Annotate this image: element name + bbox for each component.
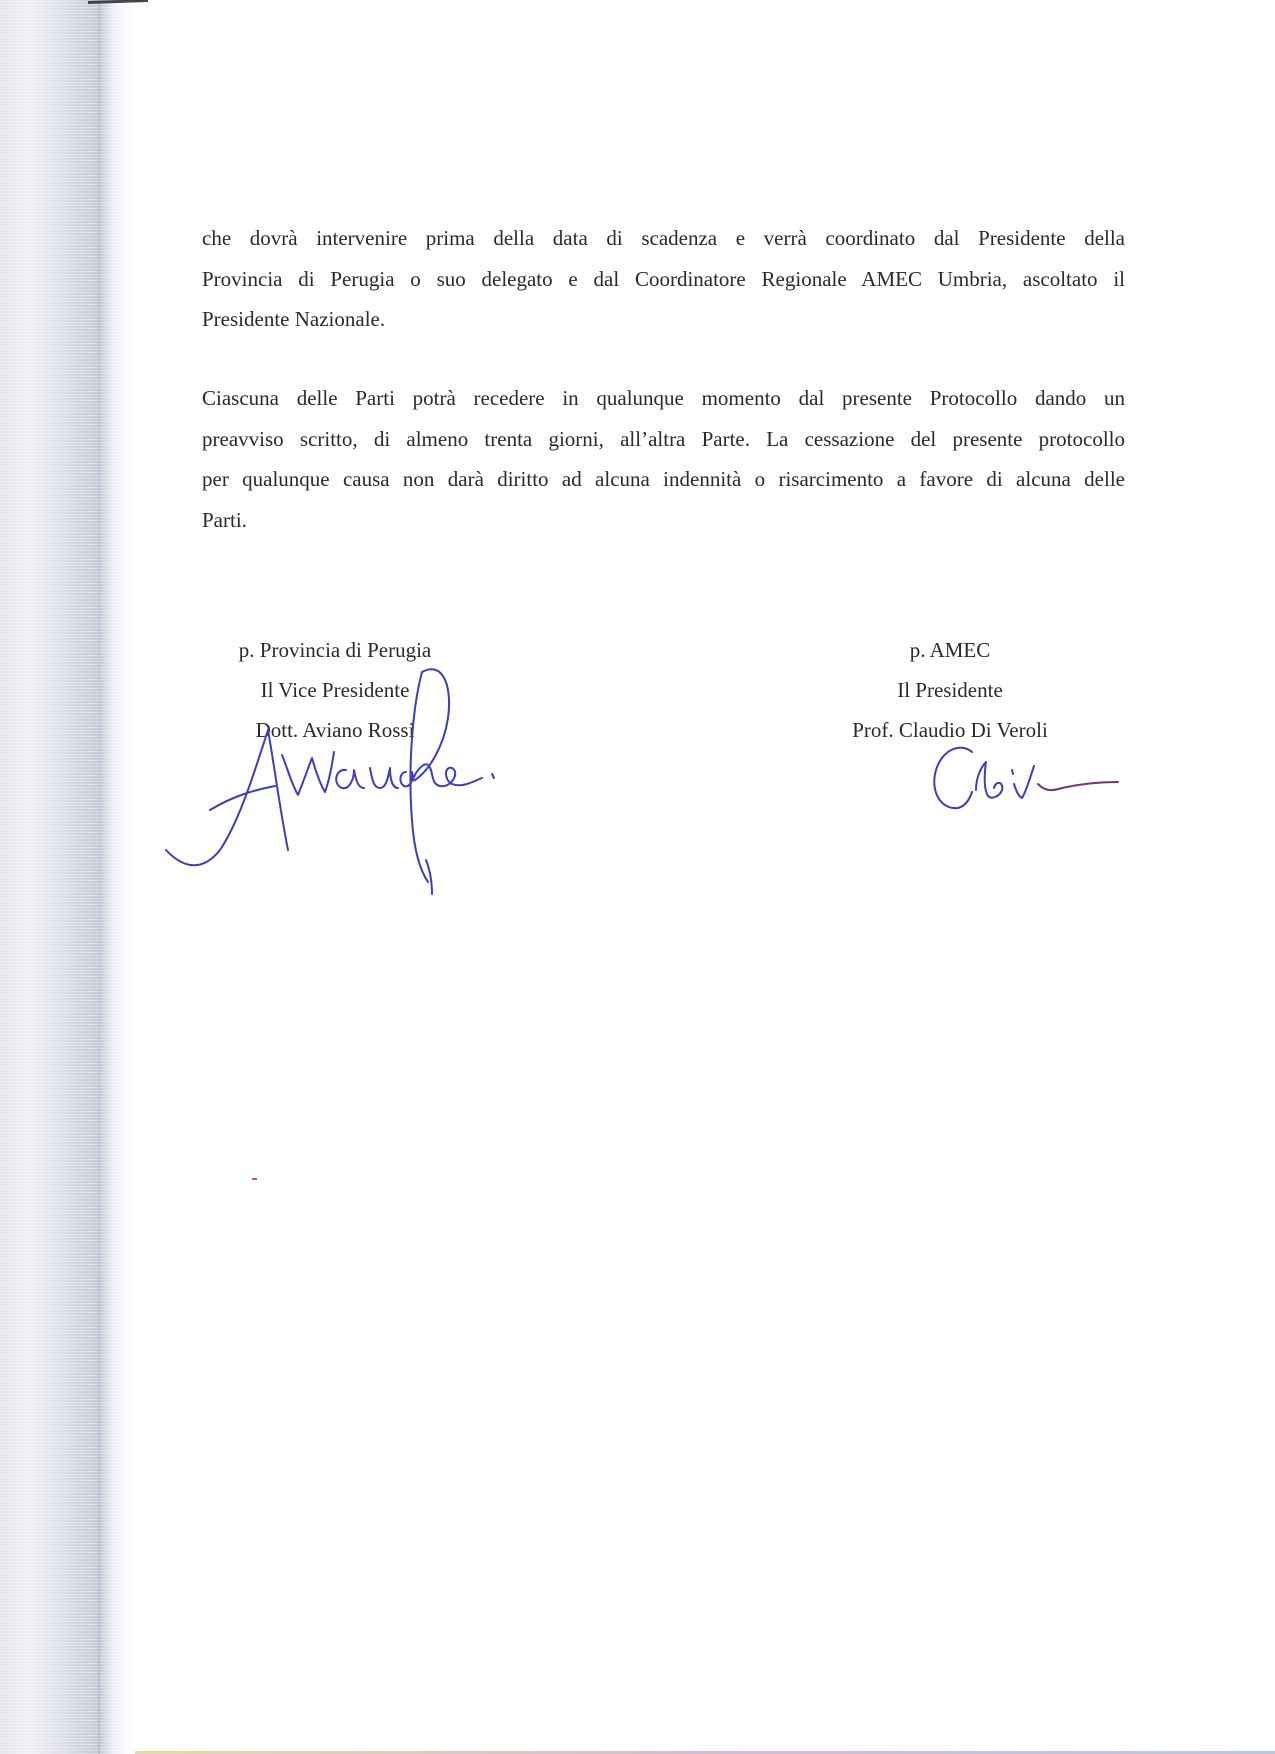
- scan-binding-line: [98, 0, 100, 1754]
- signature-block-amec: [830, 630, 1070, 750]
- paragraph-recesso: [202, 378, 1125, 540]
- signatory-name: Dott. Aviano Rossi: [255, 718, 415, 742]
- signatory-role: Il Presidente: [897, 678, 1003, 702]
- text-line: Presidente Nazionale.: [202, 307, 386, 331]
- text-line: preavviso scritto, di almeno trenta giorni, all’altra Parte. La cessazione del presente protocollo: [202, 426, 1125, 451]
- text-line: Ciascuna delle Parti potrà recedere in qualunque momento dal presente Protocollo dando un: [202, 386, 1125, 410]
- scan-binding-shadow: [0, 0, 135, 1754]
- signatory-party: p. Provincia di Perugia: [238, 638, 432, 662]
- text-line: Provincia di Perugia o suo delegato e dal Coordinatore Regionale AMEC Umbria, ascoltato il: [202, 266, 1125, 291]
- text-line: Parti.: [202, 507, 247, 532]
- paragraph-scadenza: [202, 218, 1125, 340]
- signatory-name: Prof. Claudio Di Veroli: [852, 718, 1048, 742]
- signatory-role: Il Vice Presidente: [260, 678, 410, 702]
- handwritten-signature-di-veroli: [930, 740, 1120, 820]
- stray-ink-mark: [252, 1178, 257, 1180]
- text-line: per qualunque causa non darà diritto ad alcuna indennità o risarcimento a favore di alcuna delle: [202, 467, 1125, 491]
- text-line: che dovrà intervenire prima della data di scadenza e verrà coordinato dal Presidente della: [202, 226, 1125, 250]
- signature-block-provincia: [200, 630, 470, 750]
- signatory-party: p. AMEC: [909, 638, 991, 662]
